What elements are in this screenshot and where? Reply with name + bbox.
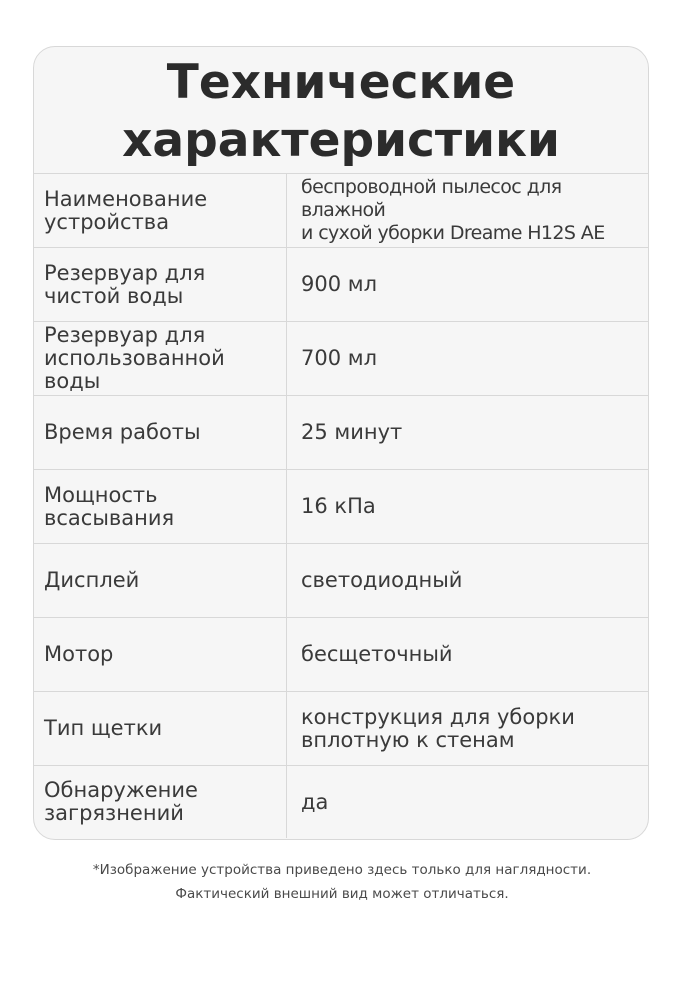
specs-table xyxy=(34,174,648,838)
spec-row-motor xyxy=(34,618,648,692)
spec-value: 900 мл xyxy=(301,272,378,296)
spec-row-device-name xyxy=(34,174,648,248)
specs-card xyxy=(33,46,649,840)
spec-label: Дисплей xyxy=(34,544,287,617)
spec-value: беспроводной пылесос для влажной и сухой уборки Dreame H12S AE xyxy=(301,176,605,244)
spec-label: Время работы xyxy=(34,396,287,469)
spec-label: Мотор xyxy=(34,618,287,691)
spec-label: Обнаружение загрязнений xyxy=(34,766,287,838)
spec-value: да xyxy=(301,789,329,814)
spec-value: конструкция для уборки вплотную к стенам xyxy=(301,704,575,752)
spec-value: светодиодный xyxy=(301,568,463,592)
spec-row-dirt-detection xyxy=(34,766,648,838)
spec-label: Наименование устройства xyxy=(34,174,287,247)
spec-row-suction-power xyxy=(34,470,648,544)
spec-row-display xyxy=(34,544,648,618)
spec-value: бесщеточный xyxy=(301,642,453,666)
spec-row-clean-water-tank xyxy=(34,248,648,322)
spec-label: Резервуар для использованной воды xyxy=(34,322,287,395)
spec-value: 700 мл xyxy=(301,346,378,370)
spec-row-dirty-water-tank xyxy=(34,322,648,396)
spec-value: 16 кПа xyxy=(301,494,376,518)
spec-value: 25 минут xyxy=(301,420,403,444)
spec-label: Мощность всасывания xyxy=(34,470,287,543)
spec-row-runtime xyxy=(34,396,648,470)
page-title: Технические характеристики xyxy=(34,47,648,174)
spec-row-brush-type xyxy=(34,692,648,766)
disclaimer-footnote: *Изображение устройства приведено здесь только для наглядности. Фактический внешний вид может отличаться. xyxy=(92,862,592,902)
spec-label: Резервуар для чистой воды xyxy=(34,248,287,321)
spec-label: Тип щетки xyxy=(34,692,287,765)
